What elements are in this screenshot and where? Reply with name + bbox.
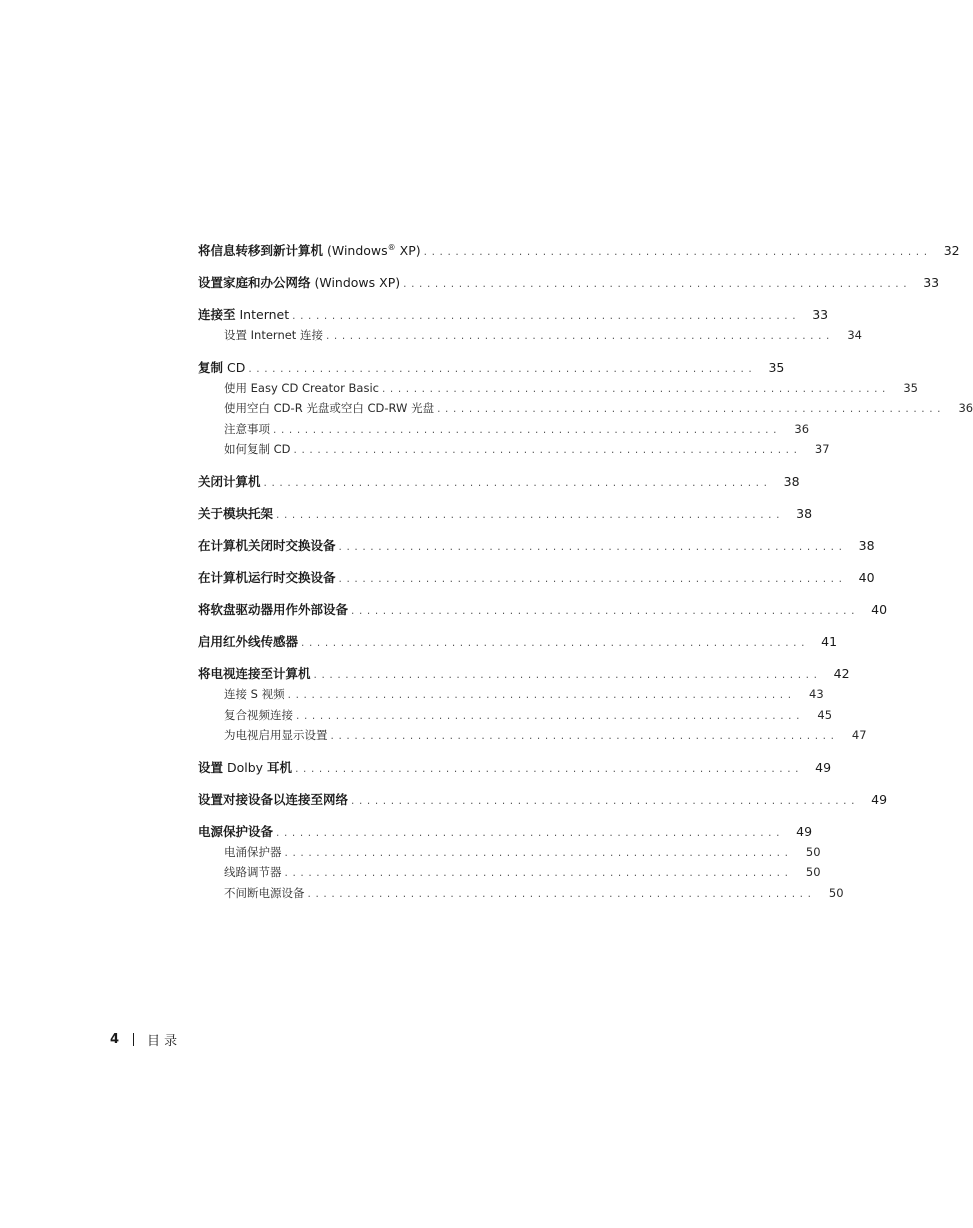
toc-page-number: 49 — [871, 791, 888, 807]
footer-divider — [133, 1033, 134, 1046]
toc-entry[interactable] — [198, 471, 800, 492]
toc-page-number: 45 — [817, 707, 833, 722]
toc-subentry[interactable] — [198, 419, 810, 440]
toc-subentry[interactable] — [198, 684, 824, 705]
toc-subentry-title: 使用空白 CD-R 光盘或空白 CD-RW 光盘 — [224, 401, 435, 416]
toc-subentry-title: 设置 Internet 连接 — [224, 328, 323, 342]
toc-entry-title: 设置家庭和办公网络 (Windows XP) — [198, 275, 401, 290]
dot-leader: ................................................................ — [276, 508, 785, 521]
toc-subentry-title: 为电视启用显示设置 — [224, 728, 328, 743]
dot-leader: ................................................................ — [325, 330, 834, 342]
dot-leader: ................................................................ — [284, 846, 793, 859]
dot-leader: ................................................................ — [287, 688, 796, 701]
toc-entry[interactable] — [198, 503, 813, 524]
toc-page-number: 50 — [805, 865, 821, 880]
toc-entry[interactable] — [198, 567, 875, 588]
toc-page-number: 40 — [871, 601, 888, 617]
dot-leader: ................................................................ — [248, 362, 757, 375]
toc-page-number: 43 — [809, 686, 824, 701]
toc-subentry-title: 电涌保护器 — [224, 844, 282, 859]
page-footer — [110, 1030, 177, 1049]
toc-entry-title: 在计算机运行时交换设备 — [198, 569, 336, 585]
toc-entry[interactable] — [198, 631, 838, 652]
dot-leader: ................................................................ — [273, 423, 782, 436]
toc-entry[interactable] — [198, 599, 888, 620]
toc-entry-title: 连接至 Internet — [198, 307, 290, 322]
toc-entry-title: 将信息转移到新计算机 (Windows® XP) — [198, 242, 421, 258]
toc-entry[interactable] — [198, 663, 850, 684]
toc-entry-title: 复制 CD — [198, 359, 246, 375]
dot-leader: ................................................................ — [307, 887, 816, 900]
toc-page-number: 34 — [847, 328, 862, 342]
toc-subentry[interactable] — [198, 378, 918, 399]
toc-page-number: 47 — [851, 728, 867, 743]
dot-leader: ................................................................ — [276, 826, 785, 839]
toc-page-number: 33 — [812, 307, 829, 322]
toc-page-number: 36 — [794, 421, 810, 436]
toc-entry-title: 设置对接设备以连接至网络 — [198, 791, 349, 807]
toc-subentry[interactable] — [198, 842, 821, 863]
dot-leader: ................................................................ — [293, 444, 802, 457]
toc-subentry-title: 连接 S 视频 — [224, 686, 285, 701]
toc-page-number: 50 — [805, 844, 821, 859]
toc-page-number: 32 — [943, 243, 960, 258]
toc-subentry-title: 不间断电源设备 — [224, 885, 305, 900]
toc-page-number: 36 — [958, 401, 973, 416]
toc-page-number: 38 — [796, 505, 813, 521]
toc-entry-title: 电源保护设备 — [198, 823, 274, 839]
toc-subentry[interactable] — [198, 398, 973, 419]
dot-leader: ................................................................ — [301, 636, 810, 649]
toc-subentry-title: 线路调节器 — [224, 865, 282, 880]
footer-page-number: 4 — [110, 1032, 120, 1047]
toc-subentry[interactable] — [198, 439, 830, 460]
toc-entry[interactable] — [198, 357, 785, 378]
toc-entry-title: 启用红外线传感器 — [198, 633, 299, 649]
toc-entry[interactable] — [198, 821, 813, 842]
toc-entry-title: 关于模块托架 — [198, 505, 274, 521]
dot-leader: ................................................................ — [263, 476, 772, 489]
toc-entry[interactable] — [198, 272, 940, 293]
toc-subentry[interactable] — [198, 325, 862, 346]
toc-page-number: 40 — [858, 569, 875, 585]
toc-page-number: 33 — [923, 275, 940, 290]
dot-leader: ................................................................ — [338, 540, 847, 553]
dot-leader: ................................................................ — [403, 278, 912, 290]
toc-page-number: 41 — [821, 633, 838, 649]
toc-page-number: 35 — [903, 380, 918, 395]
toc-page-number: 49 — [796, 823, 813, 839]
dot-leader: ................................................................ — [313, 668, 822, 681]
toc-subentry[interactable] — [198, 705, 833, 726]
dot-leader: ................................................................ — [284, 867, 793, 880]
dot-leader: ................................................................ — [351, 604, 860, 617]
dot-leader: ................................................................ — [330, 730, 839, 743]
toc-page-number: 38 — [783, 473, 800, 489]
toc-entry[interactable] — [198, 789, 888, 810]
toc-subentry-title: 复合视频连接 — [224, 707, 293, 722]
toc-subentry[interactable] — [198, 862, 821, 883]
toc-entry-title: 在计算机关闭时交换设备 — [198, 537, 336, 553]
toc-subentry[interactable] — [198, 883, 844, 904]
toc-entry-title: 关闭计算机 — [198, 473, 261, 489]
toc-page-number: 50 — [828, 885, 844, 900]
footer-section-title: 目 录 — [147, 1034, 178, 1049]
toc-entry-title: 将软盘驱动器用作外部设备 — [198, 601, 349, 617]
toc-entry[interactable] — [198, 535, 875, 556]
table-of-contents — [198, 240, 973, 904]
dot-leader: ................................................................ — [351, 794, 860, 807]
dot-leader: ................................................................ — [296, 709, 805, 722]
toc-entry-title: 设置 Dolby 耳机 — [198, 759, 293, 775]
dot-leader: ................................................................ — [437, 403, 946, 416]
toc-page-number: 37 — [814, 442, 830, 457]
toc-subentry-title: 注意事项 — [224, 421, 270, 436]
dot-leader: ................................................................ — [295, 762, 804, 775]
toc-entry[interactable] — [198, 304, 829, 325]
toc-page-number: 38 — [858, 537, 875, 553]
toc-page-number: 42 — [833, 665, 850, 681]
toc-entry[interactable] — [198, 240, 960, 261]
dot-leader: ................................................................ — [423, 246, 932, 258]
toc-page-number: 35 — [768, 359, 785, 375]
dot-leader: ................................................................ — [338, 572, 847, 585]
toc-subentry[interactable] — [198, 725, 867, 746]
toc-entry[interactable] — [198, 757, 832, 778]
toc-subentry-title: 使用 Easy CD Creator Basic — [224, 380, 379, 395]
dot-leader: ................................................................ — [381, 382, 890, 395]
dot-leader: ................................................................ — [292, 310, 801, 322]
toc-page-number: 49 — [815, 759, 832, 775]
toc-subentry-title: 如何复制 CD — [224, 442, 291, 457]
toc-entry-title: 将电视连接至计算机 — [198, 665, 311, 681]
